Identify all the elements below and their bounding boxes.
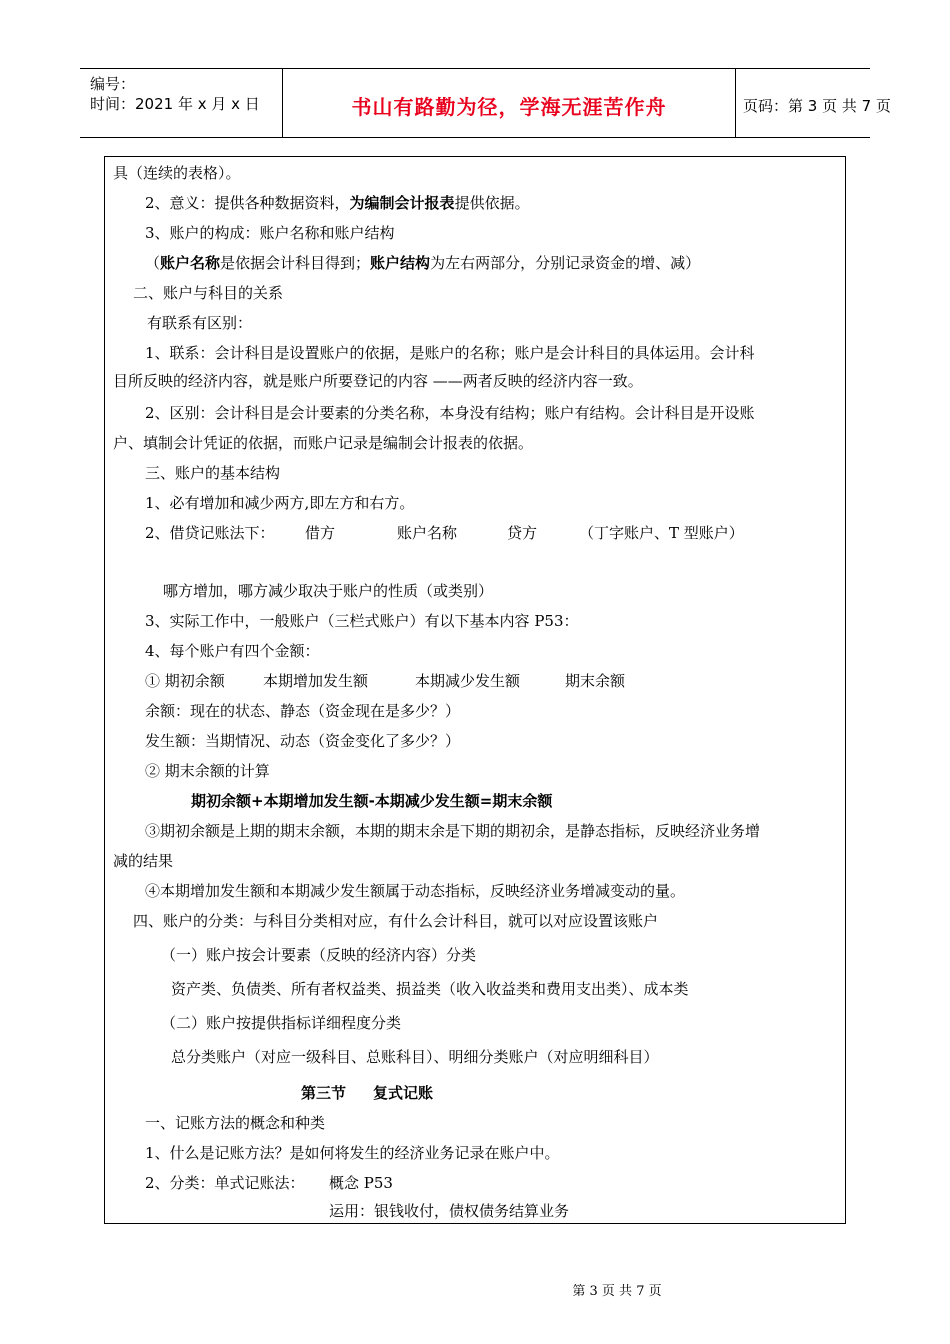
text-run: （ — [145, 254, 161, 272]
page-footer — [0, 1280, 950, 1299]
section-heading: 二、账户与科目的关系 — [133, 284, 284, 302]
text-run: （丁字账户、T 型账户） — [579, 524, 744, 542]
motto-text: 书山有路勤为径，学海无涯苦作舟 — [351, 95, 667, 119]
text-line: 2、区别：会计科目是会计要素的分类名称，本身没有结构；账户有结构。会计科目是开设账 — [145, 404, 755, 422]
text-line: 3、账户的构成：账户名称和账户结构 — [145, 224, 395, 242]
text-run: ① 期初余额 — [145, 672, 225, 690]
text-run: 2、分类：单式记账法： — [145, 1174, 305, 1192]
bold-run: 为编制会计报表 — [349, 194, 455, 212]
text-run: 2、借贷记账法下： — [145, 524, 275, 542]
credit-side-label: 贷方 — [507, 524, 538, 542]
text-run: 本期增加发生额 — [263, 672, 369, 690]
text-line: 运用：银钱收付，债权债务结算业务 — [329, 1202, 570, 1220]
date-label: 时间：2021 年 x 月 x 日 — [90, 95, 260, 113]
header-right-cell — [735, 69, 891, 137]
section-heading: 一、记账方法的概念和种类 — [145, 1114, 326, 1132]
header-motto-cell — [282, 69, 736, 137]
text-run: 提供依据。 — [454, 194, 530, 212]
text-run: 2、意义：提供各种数据资料， — [145, 194, 350, 212]
text-line: 哪方增加，哪方减少取决于账户的性质（或类别） — [163, 582, 494, 600]
text-line: 3、实际工作中，一般账户（三栏式账户）有以下基本内容 P53： — [145, 612, 579, 630]
bold-run: 账户名称 — [160, 254, 221, 272]
text-run: 是依据会计科目得到； — [220, 254, 371, 272]
text-line — [145, 1173, 393, 1193]
text-line: 发生额：当期情况、动态（资金变化了多少？） — [145, 732, 461, 750]
text-line: 目所反映的经济内容，就是账户所要登记的内容 ——两者反映的经济内容一致。 — [113, 372, 643, 390]
page-info: 页码：第 3 页 共 7 页 — [743, 97, 891, 115]
content-box — [104, 156, 846, 1224]
text-run: 期末余额 — [565, 672, 626, 690]
section-heading: 三、账户的基本结构 — [145, 464, 281, 482]
footer-page-number: 第 3 页 共 7 页 — [572, 1284, 662, 1299]
text-line — [145, 523, 744, 543]
number-label: 编号： — [90, 75, 136, 93]
text-line: 1、什么是记账方法？是如何将发生的经济业务记录在账户中。 — [145, 1144, 560, 1162]
text-line: ② 期末余额的计算 — [145, 762, 270, 780]
text-line: 户、填制会计凭证的依据，而账户记录是编制会计报表的依据。 — [113, 434, 534, 452]
debit-side-label: 借方 — [305, 524, 336, 542]
text-line: 有联系有区别： — [147, 314, 253, 332]
text-run: 本期减少发生额 — [415, 672, 521, 690]
header-table — [80, 68, 891, 138]
bold-run: 账户结构 — [370, 254, 431, 272]
text-line: 资产类、负债类、所有者权益类、损益类（收入收益类和费用支出类）、成本类 — [171, 980, 689, 998]
section-title — [301, 1083, 434, 1103]
text-line: 总分类账户（对应一级科目、总账科目）、明细分类账户（对应明细科目） — [171, 1048, 659, 1066]
text-line — [145, 253, 700, 273]
account-name-label: 账户名称 — [397, 524, 458, 542]
text-line: 减的结果 — [113, 852, 174, 870]
section-heading: 四、账户的分类：与科目分类相对应，有什么会计科目，就可以对应设置该账户 — [133, 912, 659, 930]
text-line: 具（连续的表格）。 — [113, 164, 241, 182]
section-name: 复式记账 — [373, 1084, 434, 1102]
text-run: 概念 P53 — [329, 1174, 393, 1192]
text-line: ④本期增加发生额和本期减少发生额属于动态指标，反映经济业务增减变动的量。 — [145, 882, 686, 900]
text-line — [145, 671, 626, 691]
text-line: 余额：现在的状态、静态（资金现在是多少？） — [145, 702, 461, 720]
text-line: 4、每个账户有四个金额： — [145, 642, 320, 660]
text-line: （一）账户按会计要素（反映的经济内容）分类 — [161, 946, 477, 964]
header-left-cell — [80, 69, 282, 137]
section-number: 第三节 — [301, 1084, 347, 1102]
text-line: 1、联系：会计科目是设置账户的依据，是账户的名称；账户是会计科目的具体运用。会计科 — [145, 344, 755, 362]
text-line — [145, 193, 530, 213]
text-run: 为左右两部分，分别记录资金的增、减） — [430, 254, 701, 272]
text-line: ③期初余额是上期的期末余额，本期的期末余是下期的期初余，是静态指标，反映经济业务增 — [145, 822, 761, 840]
formula-line: 期初余额+本期增加发生额-本期减少发生额=期末余额 — [191, 792, 553, 810]
text-line: （二）账户按提供指标详细程度分类 — [161, 1014, 402, 1032]
text-line: 1、必有增加和减少两方,即左方和右方。 — [145, 494, 415, 512]
